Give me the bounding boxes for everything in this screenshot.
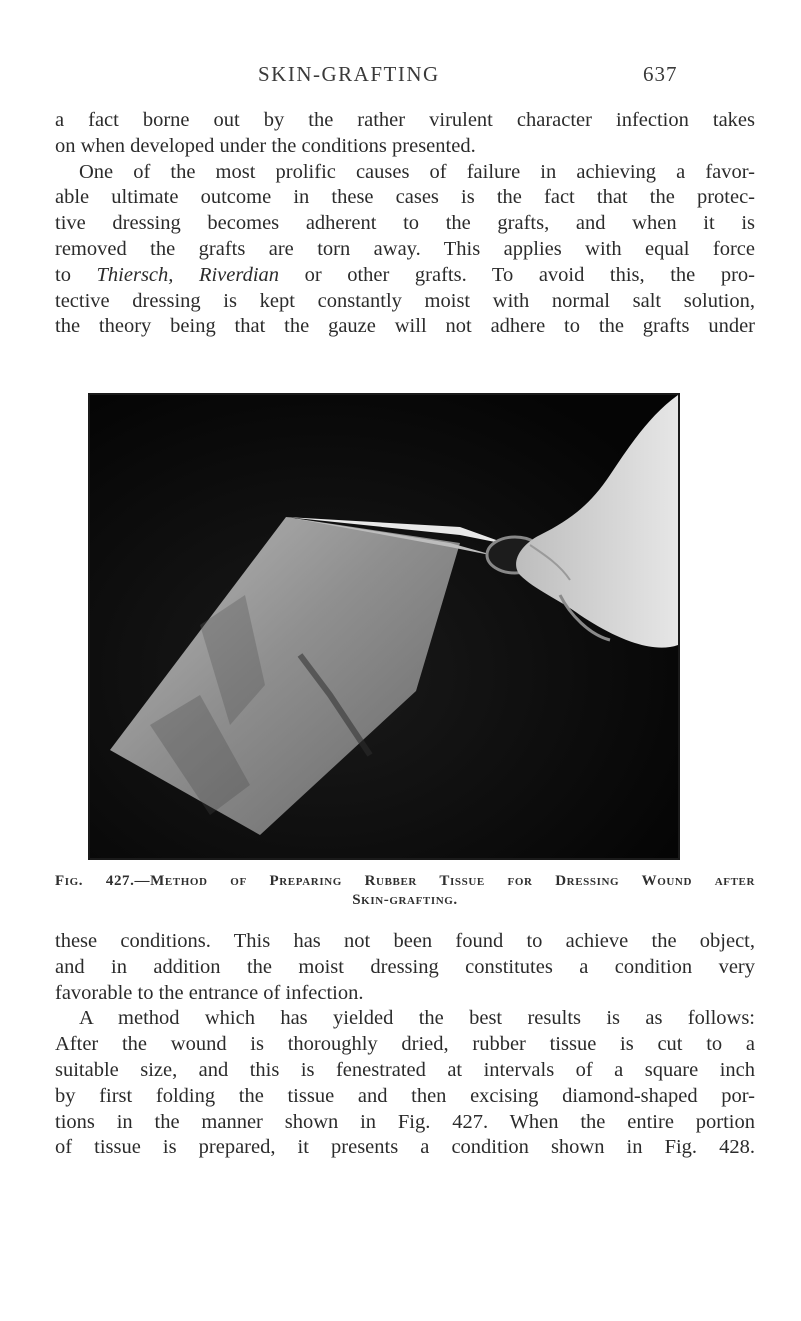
text-line: by first folding the tissue and then excising diamond-shaped por- <box>55 1084 755 1107</box>
text-line: After the wound is thoroughly dried, rubber tissue is cut to a <box>55 1033 755 1056</box>
text-line: of tissue is prepared, it presents a condition shown in Fig. 428. <box>55 1136 755 1159</box>
page-number: 637 <box>643 62 678 86</box>
text-line: One of the most prolific causes of failure in achieving a favor- <box>79 160 755 183</box>
figure-caption <box>55 872 755 910</box>
text-line-with-italic <box>55 263 755 289</box>
text-line: the theory being that the gauze will not adhere to the grafts under <box>55 315 755 338</box>
text-line: on when developed under the conditions presented. <box>55 134 476 157</box>
text-line: removed the grafts are torn away. This applies with equal force <box>55 237 755 260</box>
text-segment: to <box>55 263 97 286</box>
text-line: these conditions. This has not been found to achieve the object, <box>55 930 755 952</box>
text-line: tective dressing is kept constantly moist with normal salt solution, <box>55 289 755 312</box>
text-line: able ultimate outcome in these cases is the fact that the protec- <box>55 186 755 209</box>
text-line: a fact borne out by the rather virulent character infection takes <box>55 109 755 131</box>
text-segment: or other grafts. To avoid this, the pro- <box>279 263 755 286</box>
text-line: tions in the manner shown in Fig. 427. When the entire portion <box>55 1110 755 1133</box>
text-line: favorable to the entrance of infection. <box>55 981 364 1004</box>
caption-line: Fig. 427.—Method of Preparing Rubber Tissue for Dressing Wound after <box>55 873 755 889</box>
caption-line: Skin-grafting. <box>352 892 458 908</box>
paragraph-block-bottom <box>55 929 755 1161</box>
page-header <box>0 62 801 92</box>
text-line: suitable size, and this is fenestrated at intervals of a square inch <box>55 1058 755 1081</box>
text-line: A method which has yielded the best results is as follows: <box>79 1007 755 1030</box>
italic-term: Thiersch, Riverdian <box>96 263 280 286</box>
photo-illustration <box>90 395 678 858</box>
figure-427-photo <box>88 393 680 860</box>
text-line: tive dressing becomes adherent to the grafts, and when it is <box>55 212 755 235</box>
paragraph-block-top <box>55 108 755 340</box>
text-line: and in addition the moist dressing constitutes a condition very <box>55 955 755 978</box>
running-head: SKIN-GRAFTING <box>258 62 440 86</box>
